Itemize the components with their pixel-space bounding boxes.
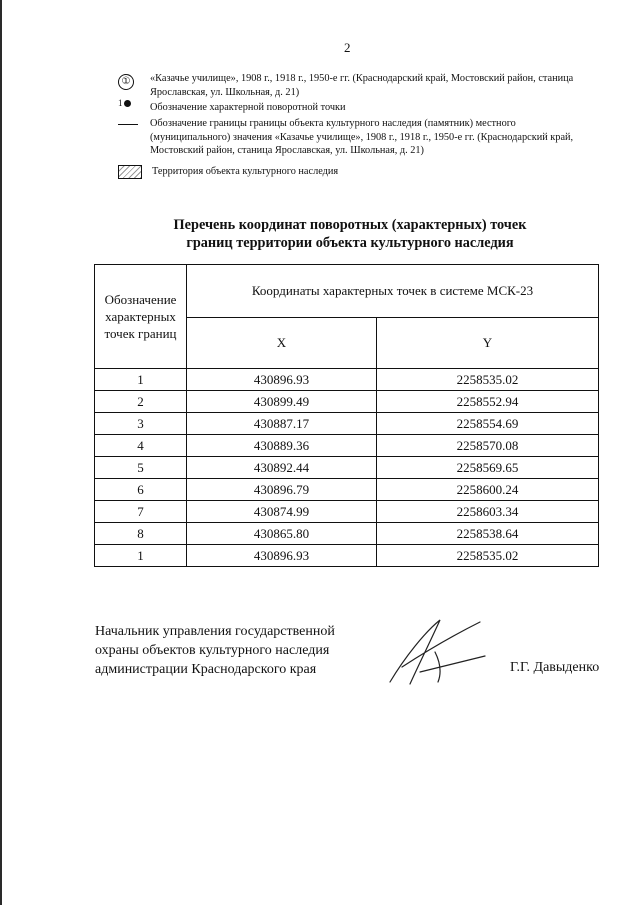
header-coordinates: Координаты характерных точек в системе МСК-23	[187, 265, 599, 318]
table-row	[95, 479, 599, 501]
table-row	[95, 523, 599, 545]
signer-position-line2: охраны объектов культурного наследия	[95, 643, 330, 658]
point-cell: 5	[95, 457, 187, 479]
y-cell: 2258552.94	[377, 391, 599, 413]
legend-turning-point-text: Обозначение характерной поворотной точки	[150, 102, 346, 113]
point-cell: 1	[95, 369, 187, 391]
table-row	[95, 435, 599, 457]
point-cell: 4	[95, 435, 187, 457]
x-cell: 430865.80	[187, 523, 377, 545]
header-y: Y	[377, 318, 599, 369]
point-cell: 3	[95, 413, 187, 435]
signer-name: Г.Г. Давыденко	[510, 660, 600, 675]
x-cell: 430892.44	[187, 457, 377, 479]
x-cell: 430874.99	[187, 501, 377, 523]
y-cell: 2258569.65	[377, 457, 599, 479]
header-x: X	[187, 318, 377, 369]
object-marker-icon: ①	[118, 74, 134, 90]
point-cell: 6	[95, 479, 187, 501]
y-cell: 2258570.08	[377, 435, 599, 457]
x-cell: 430896.79	[187, 479, 377, 501]
table-row	[95, 391, 599, 413]
table-row	[95, 413, 599, 435]
legend-object-text: «Казачье училище», 1908 г., 1918 г., 1950-е гг. (Краснодарский край, Мостовский район, станица Ярославская, ул. Школьная, д. 21)	[150, 73, 574, 98]
signer-position-line3: администрации Краснодарского края	[95, 662, 317, 677]
handwritten-signature-icon	[380, 612, 490, 692]
x-cell: 430889.36	[187, 435, 377, 457]
table-title-line1: Перечень координат поворотных (характерных) точек	[173, 217, 527, 233]
x-cell: 430899.49	[187, 391, 377, 413]
territory-hatch-icon	[118, 165, 142, 179]
y-cell: 2258535.02	[377, 369, 599, 391]
table-title-line2: границ территории объекта культурного наследия	[186, 235, 514, 251]
y-cell: 2258554.69	[377, 413, 599, 435]
y-cell: 2258535.02	[377, 545, 599, 567]
page-number: 2	[344, 40, 351, 55]
y-cell: 2258538.64	[377, 523, 599, 545]
legend-boundary-text: Обозначение границы границы объекта культурного наследия (памятник) местного (муниципального) значения «Казачье училище», 1908 г., 1918 г., 1950-е гг. (Краснодарский край, Мостовский район, станица Ярославская, ул. Школьная, д. 21)	[150, 118, 574, 156]
point-cell: 7	[95, 501, 187, 523]
y-cell: 2258603.34	[377, 501, 599, 523]
header-designation: Обозначение характерных точек границ	[95, 265, 187, 369]
x-cell: 430896.93	[187, 545, 377, 567]
signer-position-line1: Начальник управления государственной	[95, 624, 335, 639]
boundary-line-icon	[118, 124, 138, 125]
point-cell: 2	[95, 391, 187, 413]
x-cell: 430896.93	[187, 369, 377, 391]
page-left-edge	[0, 0, 2, 905]
x-cell: 430887.17	[187, 413, 377, 435]
signer-position	[95, 622, 335, 679]
table-row	[95, 369, 599, 391]
table-row	[95, 457, 599, 479]
point-cell: 8	[95, 523, 187, 545]
point-cell: 1	[95, 545, 187, 567]
table-row	[95, 501, 599, 523]
y-cell: 2258600.24	[377, 479, 599, 501]
legend-territory-text: Территория объекта культурного наследия	[152, 166, 339, 177]
turning-point-icon: 1	[118, 98, 131, 108]
coordinates-table	[94, 264, 599, 567]
table-row	[95, 545, 599, 567]
